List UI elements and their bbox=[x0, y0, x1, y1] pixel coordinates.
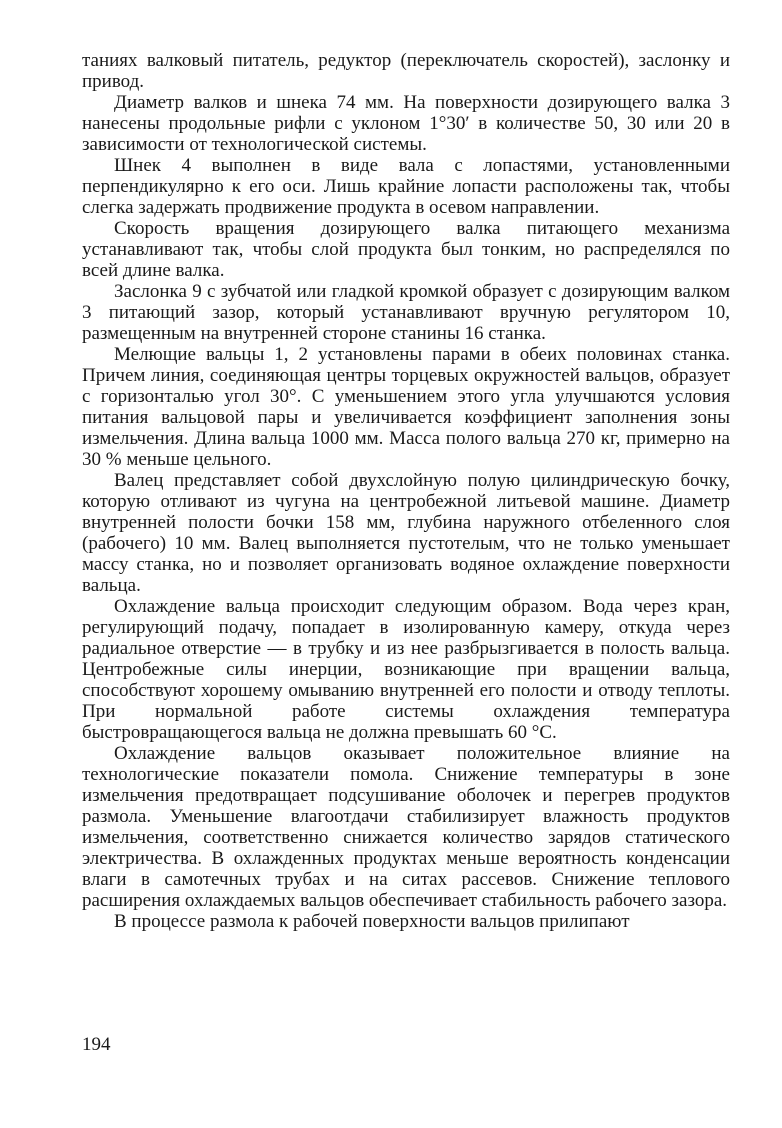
paragraph-10: В процессе размола к рабочей поверхности вальцов прилипают bbox=[114, 911, 630, 932]
paragraph-7: Валец представляет собой двухслойную полую цилиндрическую бочку, которую отливают из чугуна на центробежной литьевой машине. Диаметр внутренней полости бочки 158 мм, глубина наружного отбеленного слоя (рабочего) 10 мм. Валец выполняется пустотелым, что не только уменьшает массу станка, но и позволяет организовать водяное охлаждение поверхности вальца. bbox=[82, 470, 730, 596]
paragraph-4: Скорость вращения дозирующего валка питающего механизма устанавливают так, чтобы слой продукта был тонким, но распределялся по всей длине валка. bbox=[82, 218, 730, 281]
page-body bbox=[82, 50, 730, 932]
paragraph-2: Диаметр валков и шнека 74 мм. На поверхности дозирующего валка 3 нанесены продольные рифли с уклоном 1°30′ в количестве 50, 30 или 20 в зависимости от технологической системы. bbox=[82, 92, 730, 155]
paragraph-3: Шнек 4 выполнен в виде вала с лопастями, установленными перпендикулярно к его оси. Лишь крайние лопасти расположены так, чтобы слегка задержать продвижение продукта в осевом направлении. bbox=[82, 155, 730, 218]
paragraph-8: Охлаждение вальца происходит следующим образом. Вода через кран, регулирующий подачу, попадает в изолированную камеру, откуда через радиальное отверстие — в трубку и из нее разбрызгивается в полость вальца. Центробежные силы инерции, возникающие при вращении вальца, способствуют хорошему омыванию внутренней его полости и отводу теплоты. При нормальной работе системы охлаждения температура быстровращающегося вальца не должна превышать 60 °С. bbox=[82, 596, 730, 743]
page-number: 194 bbox=[82, 1034, 111, 1055]
paragraph-6: Мелющие вальцы 1, 2 установлены парами в обеих половинах станка. Причем линия, соединяющая центры торцевых окружностей вальцов, образует с горизонталью угол 30°. С уменьшением этого угла улучшаются условия питания вальцовой пары и увеличивается коэффициент заполнения зоны измельчения. Длина вальца 1000 мм. Масса полого вальца 270 кг, примерно на 30 % меньше цельного. bbox=[82, 344, 730, 470]
paragraph-1: таниях валковый питатель, редуктор (переключатель скоростей), заслонку и привод. bbox=[82, 50, 730, 92]
paragraph-9: Охлаждение вальцов оказывает положительное влияние на технологические показатели помола. Снижение температуры в зоне измельчения предотвращает подсушивание оболочек и перегрев продуктов размола. Уменьшение влагоотдачи стабилизирует влажность продуктов измельчения, соответственно снижается количество зарядов статического электричества. В охлажденных продуктах меньше вероятность конденсации влаги в самотечных трубах и на ситах рассевов. Снижение теплового расширения охлаждаемых вальцов обеспечивает стабильность рабочего зазора. bbox=[82, 743, 730, 911]
paragraph-5: Заслонка 9 с зубчатой или гладкой кромкой образует с дозирующим валком 3 питающий зазор, который устанавливают вручную регулятором 10, размещенным на внутренней стороне станины 16 станка. bbox=[82, 281, 730, 344]
